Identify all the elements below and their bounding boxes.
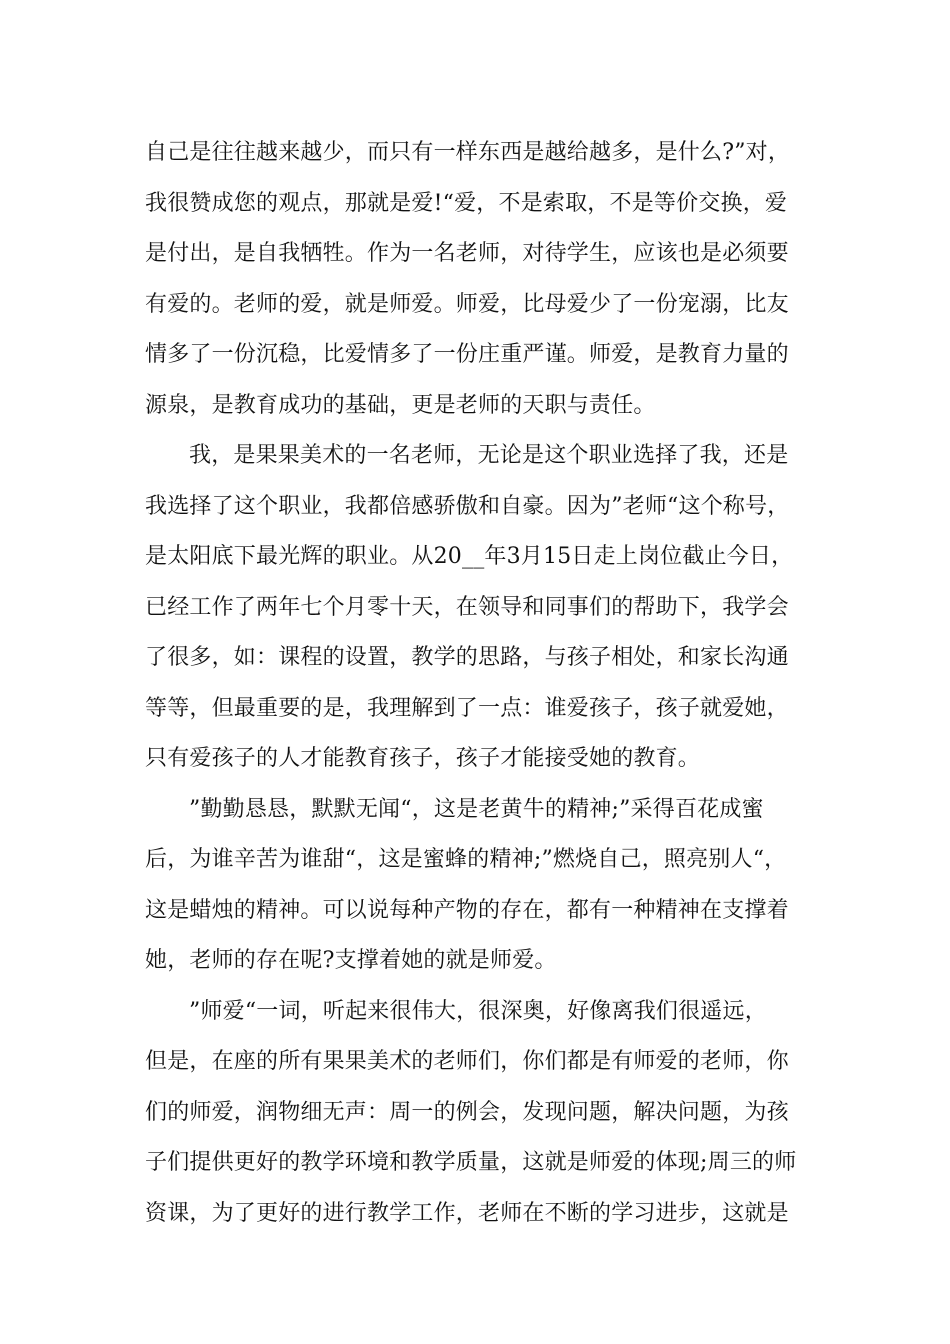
text-line: 我很赞成您的观点，那就是爱!“爱，不是索取，不是等价交换，爱 <box>145 190 788 216</box>
paragraph-first-line: ”勤勤恳恳，默默无闻“，这是老黄牛的精神;”采得百花成蜜 <box>189 796 764 822</box>
text-line: 情多了一份沉稳，比爱情多了一份庄重严谨。师爱，是教育力量的 <box>145 342 789 367</box>
text-line: 等等，但最重要的是，我理解到了一点：谁爱孩子，孩子就爱她， <box>145 695 789 721</box>
text-line: 我选择了这个职业，我都倍感骄傲和自豪。因为”老师“这个称号， <box>145 493 790 519</box>
text-line: 自己是往往越来越少，而只有一样东西是越给越多，是什么?”对， <box>145 140 791 165</box>
paragraph-first-line: ”师爱“一词，听起来很伟大，很深奥，好像离我们很遥远， <box>189 998 767 1024</box>
text-line: 了很多，如：课程的设置，教学的思路，与孩子相处，和家长沟通 <box>145 645 789 670</box>
text-line: 是付出，是自我牺牲。作为一名老师，对待学生，应该也是必须要 <box>145 241 789 266</box>
text-line: 们的师爱，润物细无声：周一的例会，发现问题，解决问题，为孩 <box>145 1099 789 1125</box>
text-line: 子们提供更好的教学环境和教学质量，这就是师爱的体现;周三的师 <box>145 1150 797 1175</box>
paragraph-first-line: 我，是果果美术的一名老师，无论是这个职业选择了我，还是 <box>189 443 789 468</box>
text-line: 是太阳底下最光辉的职业。从20__年3月15日走上岗位截止今日， <box>145 544 794 569</box>
document-body <box>145 128 813 1239</box>
text-line: 但是，在座的所有果果美术的老师们，你们都是有师爱的老师，你 <box>145 1049 789 1074</box>
text-line: 她，老师的存在呢?支撑着她的就是师爱。 <box>145 948 557 973</box>
text-line: 后，为谁辛苦为谁甜“，这是蜜蜂的精神;”燃烧自己，照亮别人“， <box>145 847 787 872</box>
text-line: 这是蜡烛的精神。可以说每种产物的存在，都有一种精神在支撑着 <box>145 897 789 923</box>
text-line: 资课，为了更好的进行教学工作，老师在不断的学习进步，这就是 <box>145 1200 789 1226</box>
text-line: 只有爱孩子的人才能教育孩子，孩子才能接受她的教育。 <box>145 746 701 771</box>
text-line: 源泉，是教育成功的基础，更是老师的天职与责任。 <box>145 392 656 418</box>
text-line: 有爱的。老师的爱，就是师爱。师爱，比母爱少了一份宠溺，比友 <box>145 291 789 317</box>
text-line: 已经工作了两年七个月零十天，在领导和同事们的帮助下，我学会 <box>145 594 789 620</box>
